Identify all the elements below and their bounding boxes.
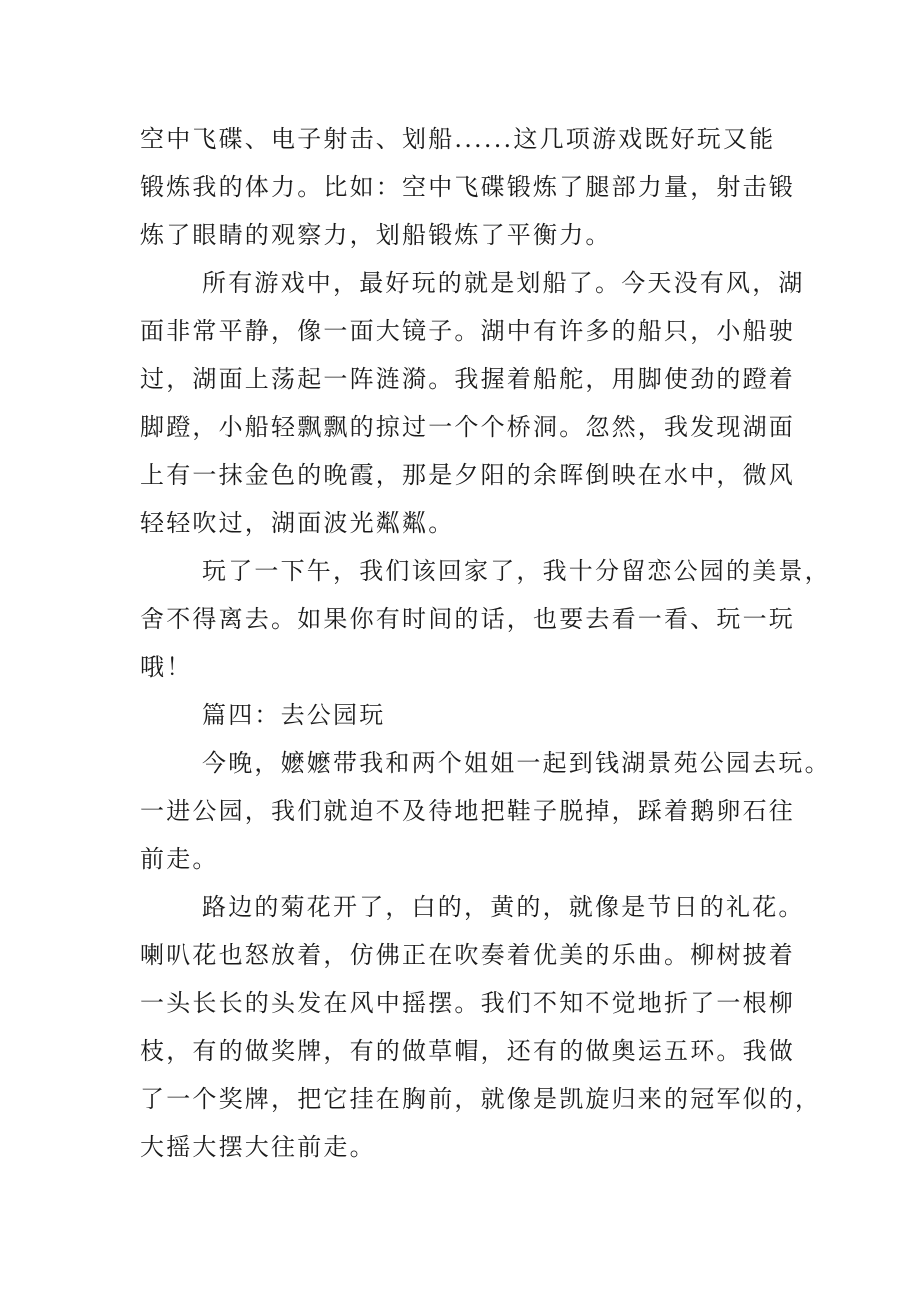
paragraph-first-line: 路边的菊花开了，白的，黄的，就像是节日的礼花。 xyxy=(202,893,805,921)
text-line: 哦！ xyxy=(140,653,193,681)
text-line: 喇叭花也怒放着，仿佛正在吹奏着优美的乐曲。柳树披着 xyxy=(140,941,795,969)
section-heading: 篇四：去公园玩 xyxy=(202,701,386,729)
paragraph-first-line: 所有游戏中，最好玩的就是划船了。今天没有风，湖 xyxy=(202,269,805,297)
paragraph-first-line: 今晚，嬷嬷带我和两个姐姐一起到钱湖景苑公园去玩。 xyxy=(202,749,831,777)
text-line: 了一个奖牌，把它挂在胸前，就像是凯旋归来的冠军似的， xyxy=(140,1085,822,1113)
text-line: 空中飞碟、电子射击、划船......这几项游戏既好玩又能 xyxy=(140,125,776,153)
text-line: 舍不得离去。如果你有时间的话，也要去看一看、玩一玩 xyxy=(140,605,795,633)
paragraph-first-line: 玩了一下午，我们该回家了，我十分留恋公园的美景， xyxy=(202,557,831,585)
text-line: 前走。 xyxy=(140,845,219,873)
text-line: 一进公园，我们就迫不及待地把鞋子脱掉，踩着鹅卵石往 xyxy=(140,797,795,825)
text-line: 锻炼我的体力。比如：空中飞碟锻炼了腿部力量，射击锻 xyxy=(140,173,795,201)
text-line: 面非常平静，像一面大镜子。湖中有许多的船只，小船驶 xyxy=(140,317,795,345)
text-line: 轻轻吹过，湖面波光粼粼。 xyxy=(140,509,455,537)
text-line: 上有一抹金色的晚霞，那是夕阳的余晖倒映在水中，微风 xyxy=(140,461,795,489)
text-line: 脚蹬，小船轻飘飘的掠过一个个桥洞。忽然，我发现湖面 xyxy=(140,413,795,441)
text-line: 一头长长的头发在风中摇摆。我们不知不觉地折了一根柳 xyxy=(140,989,795,1017)
text-line: 枝，有的做奖牌，有的做草帽，还有的做奥运五环。我做 xyxy=(140,1037,795,1065)
text-line: 过，湖面上荡起一阵涟漪。我握着船舵，用脚使劲的蹬着 xyxy=(140,365,795,393)
text-line: 炼了眼睛的观察力，划船锻炼了平衡力。 xyxy=(140,221,612,249)
text-line: 大摇大摆大往前走。 xyxy=(140,1133,376,1161)
